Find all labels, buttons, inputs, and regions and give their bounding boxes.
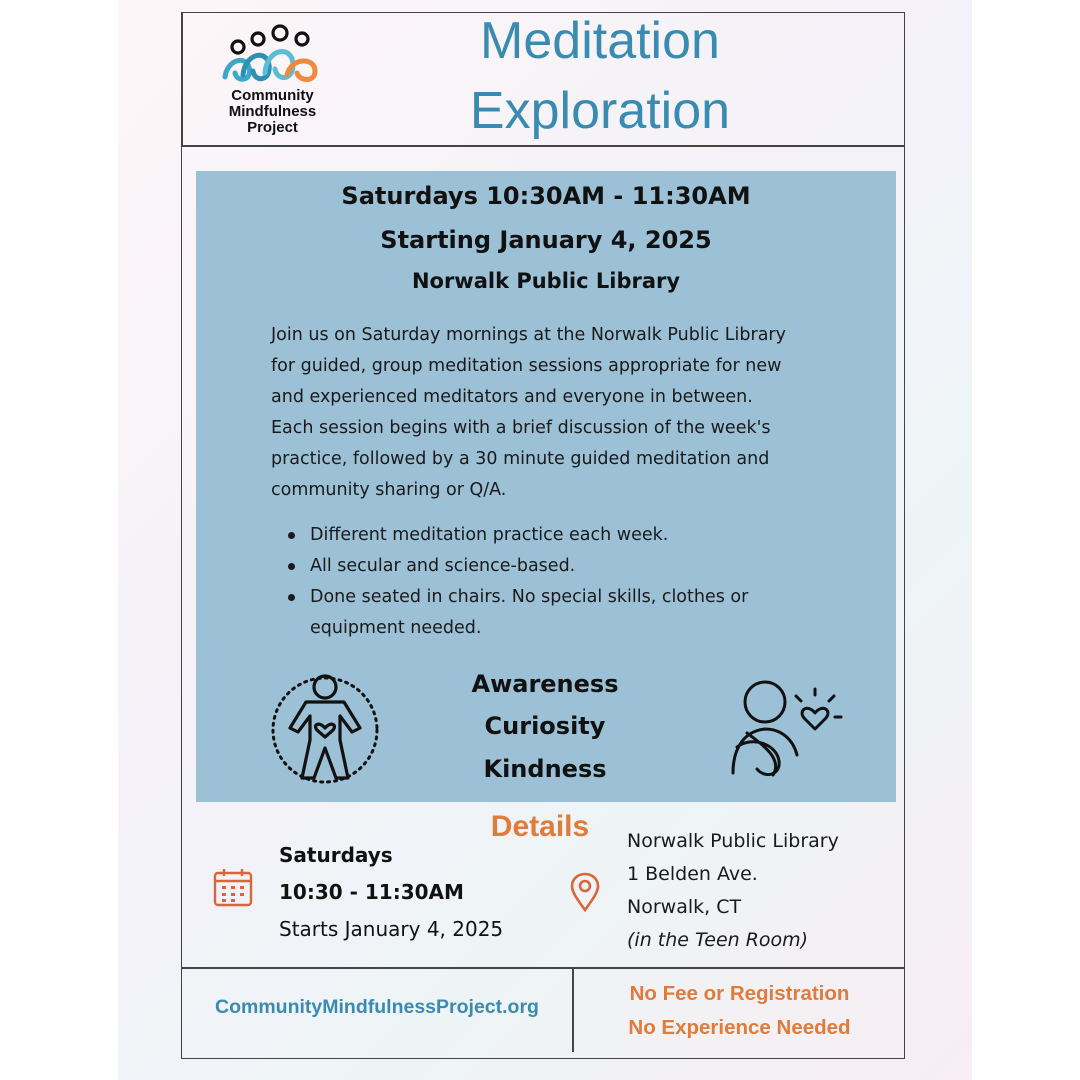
logo-line-1: Community xyxy=(231,87,314,104)
virtue-curiosity: Curiosity xyxy=(484,712,606,740)
footer-divider xyxy=(181,967,905,969)
list-item: Done seated in chairs. No special skills, clothes or equipment needed. xyxy=(271,582,831,644)
title-line-2: Exploration xyxy=(469,82,731,140)
page-title xyxy=(420,6,780,146)
logo-line-3: Project xyxy=(247,119,298,136)
details-time: 10:30 - 11:30AM xyxy=(279,880,464,904)
details-day: Saturdays xyxy=(279,843,393,867)
schedule-heading: Saturdays 10:30AM - 11:30AM xyxy=(341,182,751,210)
virtue-awareness: Awareness xyxy=(471,670,619,698)
logo-line-2: Mindfulness xyxy=(228,103,317,120)
details-heading: Details xyxy=(490,810,590,843)
description-line: practice, followed by a 30 minute guided meditation and xyxy=(271,449,770,469)
no-experience-note: No Experience Needed xyxy=(628,1016,851,1039)
mindful-person-icon xyxy=(268,670,383,788)
title-line-1: Meditation xyxy=(480,12,720,70)
venue-heading: Norwalk Public Library xyxy=(411,269,681,293)
feature-list xyxy=(271,520,831,644)
description-line: Each session begins with a brief discussion of the week's xyxy=(271,418,771,438)
start-date-heading: Starting January 4, 2025 xyxy=(380,226,712,254)
description-line: community sharing or Q/A. xyxy=(271,480,507,500)
logo-text xyxy=(205,88,340,136)
description-line: for guided, group meditation sessions appropriate for new xyxy=(271,356,782,376)
calendar-icon xyxy=(212,866,254,908)
self-compassion-heart-icon xyxy=(725,675,845,785)
header-left-edge xyxy=(181,12,183,146)
details-start-date: Starts January 4, 2025 xyxy=(279,917,504,941)
virtue-kindness: Kindness xyxy=(483,755,607,783)
website-link[interactable]: CommunityMindfulnessProject.org xyxy=(215,996,539,1018)
address-line: Norwalk Public Library xyxy=(627,830,839,852)
description-paragraph xyxy=(271,320,851,506)
no-fee-note: No Fee or Registration xyxy=(629,982,850,1005)
address-line: 1 Belden Ave. xyxy=(627,863,758,885)
description-line: and experienced meditators and everyone in between. xyxy=(271,387,753,407)
location-pin-icon xyxy=(569,872,601,912)
list-item: All secular and science-based. xyxy=(271,551,831,582)
description-line: Join us on Saturday mornings at the Norwalk Public Library xyxy=(271,325,786,345)
address-line: Norwalk, CT xyxy=(627,896,742,918)
address-note: (in the Teen Room) xyxy=(627,929,809,951)
list-item: Different meditation practice each week. xyxy=(271,520,831,551)
